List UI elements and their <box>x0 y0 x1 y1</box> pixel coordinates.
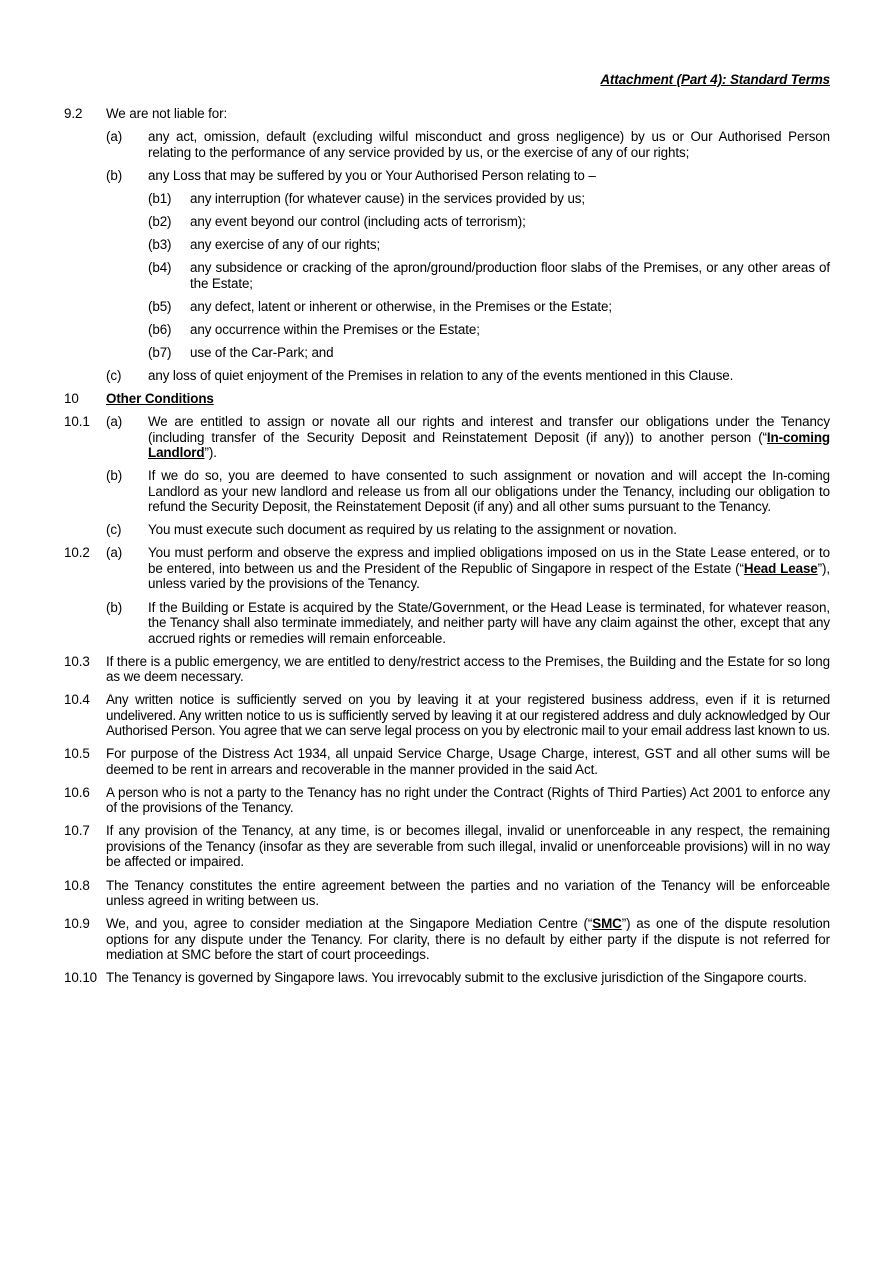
clause-number: 10.1 <box>64 414 90 430</box>
clause-number: 10.7 <box>64 823 90 839</box>
subitem-text: any event beyond our control (including acts of terrorism); <box>190 213 526 229</box>
clause-10-2-a <box>64 545 830 592</box>
subitem-text: any interruption (for whatever cause) in the services provided by us; <box>190 190 586 206</box>
item-text: If the Building or Estate is acquired by the State/Government, or the Head Lease is terminated, for whatever reason, the Tenancy shall also terminate immediately, and neither party will have any claim against the other, except that any accrued rights or remedies will remain enforceable. <box>148 599 830 646</box>
item-label: (b) <box>106 468 123 484</box>
subitem-text: any occurrence within the Premises or the Estate; <box>190 321 480 337</box>
item-label: (a) <box>106 545 123 561</box>
clause-number: 10.6 <box>64 784 90 800</box>
clause-10-10 <box>64 970 830 986</box>
page-header-title: Attachment (Part 4): Standard Terms <box>600 72 830 87</box>
clause-number: 10.4 <box>64 692 90 708</box>
subitem-label: (b5) <box>148 298 172 314</box>
item-label: (a) <box>106 129 123 145</box>
item-text: any loss of quiet enjoyment of the Premises in relation to any of the events mentioned in this Clause. <box>148 367 734 383</box>
clause-number: 9.2 <box>64 106 83 121</box>
subitem-text: any defect, latent or inherent or otherwise, in the Premises or the Estate; <box>190 298 612 314</box>
subitem-text: any subsidence or cracking of the apron/ground/production floor slabs of the Premises, or any other areas of the Estate; <box>190 260 830 291</box>
subitem-label: (b7) <box>148 344 172 360</box>
subitem-text: any exercise of any of our rights; <box>190 236 381 252</box>
text-part: ”) as one of the dispute resolution options for any dispute under the Tenancy. For clarity, there is no default by either party if the dispute is not referred for mediation at SMC before the start of court proceedings. <box>106 916 830 963</box>
subitem-label: (b1) <box>148 190 172 206</box>
clause-number: 10.8 <box>64 877 90 893</box>
subitem-text: use of the Car-Park; and <box>190 344 334 360</box>
clause-text: A person who is not a party to the Tenancy has no right under the Contract (Rights of Third Parties) Act 2001 to enforce any of the provisions of the Tenancy. <box>106 784 830 816</box>
text-part: You must perform and observe the express and implied obligations imposed on us in the State Lease entered, or to be entered, into between us and the President of the Republic of Singapore in respect of the Estate (“ <box>148 545 830 576</box>
clause-9-2 <box>64 106 830 122</box>
clause-9-2-b2 <box>64 214 830 230</box>
item-label: (b) <box>106 167 123 183</box>
clause-number: 10.10 <box>64 970 98 986</box>
clause-10-3 <box>64 654 830 685</box>
clause-text: The Tenancy constitutes the entire agreement between the parties and no variation of the Tenancy will be enforceable unless agreed in writing between us. <box>106 877 830 909</box>
clause-number: 10.5 <box>64 746 90 762</box>
clause-9-2-b4 <box>64 260 830 291</box>
clause-10-9 <box>64 916 830 963</box>
defined-term-head-lease: Head Lease <box>743 560 818 576</box>
clause-10-1-a <box>64 414 830 461</box>
clause-10-6 <box>64 785 830 816</box>
subitem-label: (b4) <box>148 260 172 276</box>
item-text <box>148 414 830 461</box>
clause-text: If any provision of the Tenancy, at any time, is or becomes illegal, invalid or unenforceable in any respect, the remaining provisions of the Tenancy (insofar as they are severable from such illegal, invalid or unenforceable provisions) will in no way be affected or impaired. <box>106 823 830 870</box>
clause-10-7 <box>64 823 830 870</box>
clause-10-5 <box>64 746 830 777</box>
text-part: We, and you, agree to consider mediation at the Singapore Mediation Centre (“ <box>106 916 593 932</box>
item-text: You must execute such document as required by us relating to the assignment or novation. <box>148 522 677 538</box>
subitem-label: (b2) <box>148 213 172 229</box>
clause-text: Any written notice is sufficiently served on you by leaving it at your registered business address, even if it is returned undelivered. Any written notice to us is sufficiently served by leaving it at our registered address and duly acknowledged by Our Authorised Person. You agree that we can serve legal process on you by electronic mail to your email address last known to us. <box>106 692 830 739</box>
subitem-label: (b6) <box>148 321 172 337</box>
clause-9-2-b1 <box>64 191 830 207</box>
clause-number: 10.9 <box>64 916 90 932</box>
clause-9-2-b <box>64 168 830 184</box>
clause-10-8 <box>64 878 830 909</box>
clause-10-heading <box>64 391 830 407</box>
clause-9-2-b3 <box>64 237 830 253</box>
item-label: (b) <box>106 599 123 615</box>
clause-10-4 <box>64 692 830 739</box>
clause-text <box>106 916 830 963</box>
clause-9-2-b5 <box>64 299 830 315</box>
item-text: If we do so, you are deemed to have consented to such assignment or novation and will accept the In-coming Landlord as your new landlord and release us from all our obligations under the Tenancy, including our obligation to refund the Security Deposit, the Reinstatement Deposit (if any) and all other sums pursuant to the Tenancy. <box>148 468 830 515</box>
clause-9-2-a <box>64 129 830 160</box>
clause-number: 10.2 <box>64 545 90 561</box>
document-body <box>64 106 830 993</box>
clause-text: If there is a public emergency, we are entitled to deny/restrict access to the Premises, the Building and the Estate for so long as we deem necessary. <box>106 653 830 685</box>
clause-text: For purpose of the Distress Act 1934, all unpaid Service Charge, Usage Charge, interest, GST and all other sums will be deemed to be rent in arrears and recoverable in the manner provided in the said Act. <box>106 746 830 777</box>
clause-text: We are not liable for: <box>106 106 228 121</box>
item-text: any Loss that may be suffered by you or Your Authorised Person relating to – <box>148 167 596 183</box>
item-text: any act, omission, default (excluding wilful misconduct and gross negligence) by us or Our Authorised Person relating to the performance of any service provided by us, or the exercise of any of our rights; <box>148 129 830 160</box>
item-label: (c) <box>106 367 122 383</box>
defined-term-incoming-landlord: In-coming Landlord <box>148 429 830 461</box>
text-part: We are entitled to assign or novate all our rights and interest and transfer our obligations under the Tenancy (including transfer of the Security Deposit and Reinstatement Deposit (if any)) to another person (“ <box>148 414 830 445</box>
defined-term-smc: SMC <box>592 916 622 932</box>
item-label: (c) <box>106 522 122 538</box>
clause-9-2-c <box>64 368 830 384</box>
clause-10-1-b <box>64 468 830 515</box>
text-part: ”), unless varied by the provisions of the Tenancy. <box>148 560 830 592</box>
item-label: (a) <box>106 414 123 430</box>
clause-text: The Tenancy is governed by Singapore laws. You irrevocably submit to the exclusive jurisdiction of the Singapore courts. <box>106 970 807 986</box>
subitem-label: (b3) <box>148 236 172 252</box>
clause-10-1-c <box>64 522 830 538</box>
item-text <box>148 545 830 592</box>
clause-10-2-b <box>64 600 830 647</box>
clause-9-2-b6 <box>64 322 830 338</box>
clause-number: 10 <box>64 391 79 407</box>
clause-number: 10.3 <box>64 653 90 669</box>
section-heading: Other Conditions <box>106 391 214 407</box>
text-part: ”). <box>204 445 217 461</box>
clause-9-2-b7 <box>64 345 830 361</box>
